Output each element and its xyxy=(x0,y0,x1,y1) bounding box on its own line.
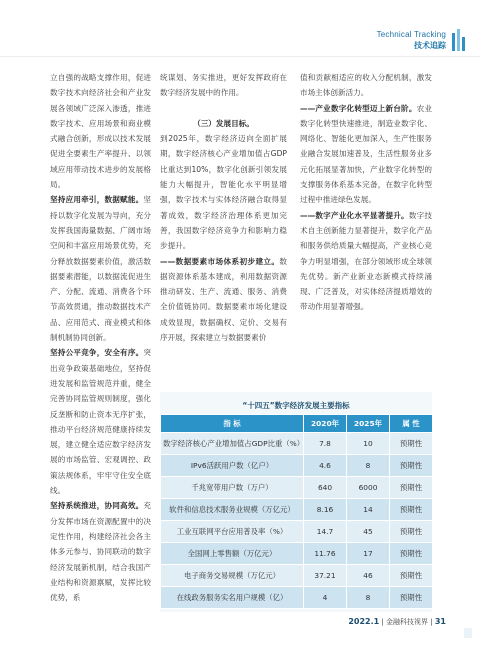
attribute-cell: 预期性 xyxy=(390,455,433,477)
value-cell: 4 xyxy=(304,587,347,609)
header-cell: 指 标 xyxy=(161,415,304,433)
paragraph: 值和贡献相适应的收入分配机制，激发市场主体创新活力。 xyxy=(300,73,432,98)
table-row xyxy=(161,521,433,543)
paragraph: 坚持以数字化发展为导向，充分发挥我国海量数据、广阔市场空间和丰富应用场景优势，充分释放数据要素价值，激活数据要素潜能，以数据流促进生产、分配、流通、消费各个环节高效贯通，推动数据技术产品、应用范式、商业模式和体制机制协同创新。 xyxy=(50,195,151,343)
section-header xyxy=(377,30,446,51)
subheading: 坚持应用牵引，数据赋能。 xyxy=(50,195,144,205)
section-logo-icon xyxy=(452,29,466,51)
indicator-name-cell: 数字经济核心产业增加值占GDP比重（%） xyxy=(161,433,304,455)
value-cell: 11.76 xyxy=(304,543,347,565)
value-cell: 640 xyxy=(304,477,347,499)
column-1 xyxy=(50,70,151,630)
indicator-table xyxy=(160,414,433,609)
indicator-name-cell: 软件和信息技术服务业规模（万亿元） xyxy=(161,499,304,521)
paragraph: 数据资源体系基本建成，利用数据资源推动研发、生产、流通、服务、消费全价值链协同。数据要素市场化建设成效显现，数据确权、定价、交易有序开展，探索建立与数据要素价 xyxy=(160,256,287,343)
page-number: 31 xyxy=(434,617,446,626)
footer-separator: | xyxy=(381,618,387,626)
table-row xyxy=(161,543,433,565)
value-cell: 14 xyxy=(347,499,390,521)
page-edge-mark xyxy=(464,628,472,638)
column-2 xyxy=(160,70,287,345)
section-title-cn: 技术追踪 xyxy=(414,41,446,50)
attribute-cell: 预期性 xyxy=(390,433,433,455)
value-cell: 7.8 xyxy=(304,433,347,455)
value-cell: 8.16 xyxy=(304,499,347,521)
table-row xyxy=(161,499,433,521)
indicator-table-box xyxy=(160,392,432,612)
value-cell: 10 xyxy=(347,433,390,455)
paragraph: 突出竞争政策基础地位，坚持促进发展和监管规范并重，健全完善协同监管规则制度，强化反垄断和防止资本无序扩张，推动平台经济规范健康持续发展，建立健全适应数字经济发展的市场监管、宏观调控、政策法规体系，牢牢守住安全底线。 xyxy=(50,348,151,496)
indicator-name-cell: IPv6活跃用户数（亿户） xyxy=(161,455,304,477)
value-cell: 46 xyxy=(347,565,390,587)
attribute-cell: 预期性 xyxy=(390,521,433,543)
subheading: ——数据要素市场体系初步建立。 xyxy=(160,256,280,266)
attribute-cell: 预期性 xyxy=(390,587,433,609)
header-cell: 2020年 xyxy=(304,415,347,433)
value-cell: 17 xyxy=(347,543,390,565)
paragraph: 立自强的战略支撑作用，促进数字技术向经济社会和产业发展各领域广泛深入渗透，推进数字技术、应用场景和商业模式融合创新，形成以技术发展促进全要素生产率提升、以领域应用带动技术进步的发展格局。 xyxy=(50,73,151,190)
subheading: ——数字产业化水平显著提升。 xyxy=(300,210,409,220)
subheading: 坚持系统推进，协同高效。 xyxy=(50,501,144,511)
footer-separator: | xyxy=(430,618,435,626)
header-divider xyxy=(0,56,480,57)
attribute-cell: 预期性 xyxy=(390,499,433,521)
page-footer xyxy=(348,617,446,627)
value-cell: 8 xyxy=(347,455,390,477)
attribute-cell: 预期性 xyxy=(390,543,433,565)
subheading: ——产业数字化转型迈上新台阶。 xyxy=(300,103,417,113)
column-3 xyxy=(300,70,432,315)
section-title-en: Technical Tracking xyxy=(376,30,446,39)
section-heading: （三）发展目标。 xyxy=(193,118,254,128)
value-cell: 45 xyxy=(347,521,390,543)
header-cell: 属 性 xyxy=(390,415,433,433)
indicator-name-cell: 千兆宽带用户数（万户） xyxy=(161,477,304,499)
paragraph: 数字技术自主创新能力显著提升，数字化产品和服务供给质量大幅提高，产业核心竞争力明显增强，在部分领域形成全球领先优势。新产业新业态新模式持续涌现、广泛普及，对实体经济提质增效的带动作用显著增强。 xyxy=(300,210,433,312)
paragraph: 充分发挥市场在资源配置中的决定性作用，构建经济社会各主体多元参与、协同联动的数字经济发展新机制，结合我国产业结构和资源禀赋，发挥比较优势，系 xyxy=(50,501,151,603)
journal-name: 金融科技视界 xyxy=(386,618,429,626)
table-row xyxy=(161,433,433,455)
indicator-name-cell: 全国网上零售额（万亿元） xyxy=(161,543,304,565)
table-row xyxy=(161,455,433,477)
table-header-row xyxy=(161,415,433,433)
table-row xyxy=(161,477,433,499)
paragraph: 农业数字化转型快速推进，制造业数字化、网络化、智能化更加深入，生产性服务业融合发展加速普及，生活性服务业多元化拓展显著加快，产业数字化转型的支撑服务体系基本完备，在数字化转型过程中推进绿色发展。 xyxy=(300,103,433,205)
paragraph: 统谋划、务实推进，更好发挥政府在数字经济发展中的作用。 xyxy=(160,73,287,98)
attribute-cell: 预期性 xyxy=(390,477,433,499)
header-cell: 2025年 xyxy=(347,415,390,433)
indicator-name-cell: 电子商务交易规模（万亿元） xyxy=(161,565,304,587)
indicator-name-cell: 工业互联网平台应用普及率（%） xyxy=(161,521,304,543)
table-row xyxy=(161,587,433,609)
indicator-name-cell: 在线政务服务实名用户规模（亿） xyxy=(161,587,304,609)
table-title: “十四五”数字经济发展主要指标 xyxy=(242,401,350,410)
issue-number: 2022.1 xyxy=(348,617,380,626)
attribute-cell: 预期性 xyxy=(390,565,433,587)
value-cell: 8 xyxy=(347,587,390,609)
subheading: 坚持公平竞争，安全有序。 xyxy=(50,348,144,358)
value-cell: 4.6 xyxy=(304,455,347,477)
value-cell: 14.7 xyxy=(304,521,347,543)
value-cell: 37.21 xyxy=(304,565,347,587)
paragraph: 到2025年，数字经济迈向全面扩展期，数字经济核心产业增加值占GDP比重达到10%，数字化创新引领发展能力大幅提升，智能化水平明显增强，数字技术与实体经济融合取得显著成效，数字经济治理体系更加完善，我国数字经济竞争力和影响力稳步提升。 xyxy=(160,134,287,251)
table-row xyxy=(161,565,433,587)
value-cell: 6000 xyxy=(347,477,390,499)
